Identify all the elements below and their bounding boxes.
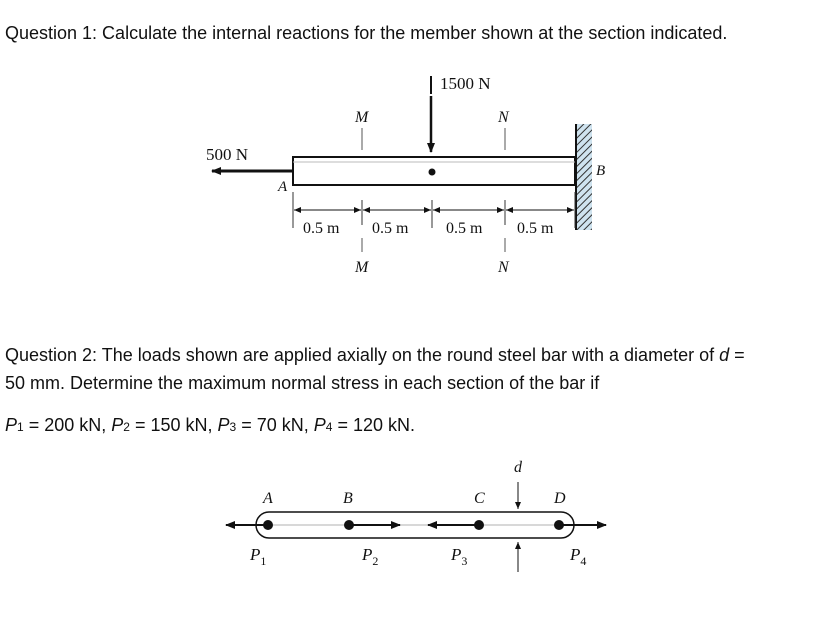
label-a: A [278, 179, 288, 195]
point-d-label: D [554, 490, 566, 507]
section-m-top: M [355, 109, 369, 126]
dim-label-1: 0.5 m [303, 220, 340, 237]
round-bar [256, 512, 574, 538]
point-c-label: C [474, 490, 485, 507]
force-p3-label: $P_3$ [451, 545, 468, 568]
question-2-line-1-suffix: = [729, 345, 745, 365]
wall-support-b [576, 124, 592, 230]
beam [293, 157, 575, 185]
point-c-dot [474, 520, 484, 530]
force-p1-label: $P_1$ [250, 545, 267, 568]
load-p1-label: P [5, 415, 18, 435]
beam-center-dot [429, 169, 436, 176]
load-p2-label: P [111, 415, 124, 435]
section-n-bottom: N [498, 259, 509, 276]
load-p1-value: = 200 kN, [23, 415, 112, 435]
question-2-loads-line [5, 414, 415, 438]
load-p3-sub: 3 [229, 420, 237, 434]
question-1-text: Question 1: Calculate the internal reactions for the member shown at the section indicated. [5, 23, 728, 43]
load-p4-value: = 120 kN. [332, 415, 416, 435]
point-a-label: A [263, 490, 273, 507]
load-p4-label: P [313, 415, 326, 435]
section-n-top: N [498, 109, 509, 126]
point-b-label: B [343, 490, 353, 507]
dim-label-4: 0.5 m [517, 220, 554, 237]
load-p3-label: P [217, 415, 230, 435]
question-2-line-1-prefix: Question 2: The loads shown are applied axially on the round steel bar with a diameter of [5, 345, 720, 365]
load-p2-value: = 150 kN, [129, 415, 218, 435]
load-p2-sub: 2 [123, 420, 130, 434]
load-p1-sub: 1 [17, 420, 24, 434]
label-b: B [596, 163, 606, 179]
dim-label-3: 0.5 m [446, 220, 483, 237]
section-m-bottom: M [355, 259, 369, 276]
point-a-dot [263, 520, 273, 530]
dim-label-2: 0.5 m [372, 220, 409, 237]
question-2-line-2: 50 mm. Determine the maximum normal stress in each section of the bar if [5, 373, 600, 393]
load-p3-value: = 70 kN, [236, 415, 314, 435]
force-p4-label: $P_4$ [570, 545, 587, 568]
diameter-label: d [514, 459, 522, 476]
load-500-label: 500 N [206, 145, 249, 164]
load-1500-label: 1500 N [440, 74, 491, 93]
load-p4-sub: 4 [325, 420, 333, 434]
point-d-dot [554, 520, 564, 530]
question-2-diameter-var: d [719, 345, 730, 365]
question-2-line-1 [5, 344, 745, 366]
force-p2-label: $P_2$ [362, 545, 379, 568]
point-b-dot [344, 520, 354, 530]
